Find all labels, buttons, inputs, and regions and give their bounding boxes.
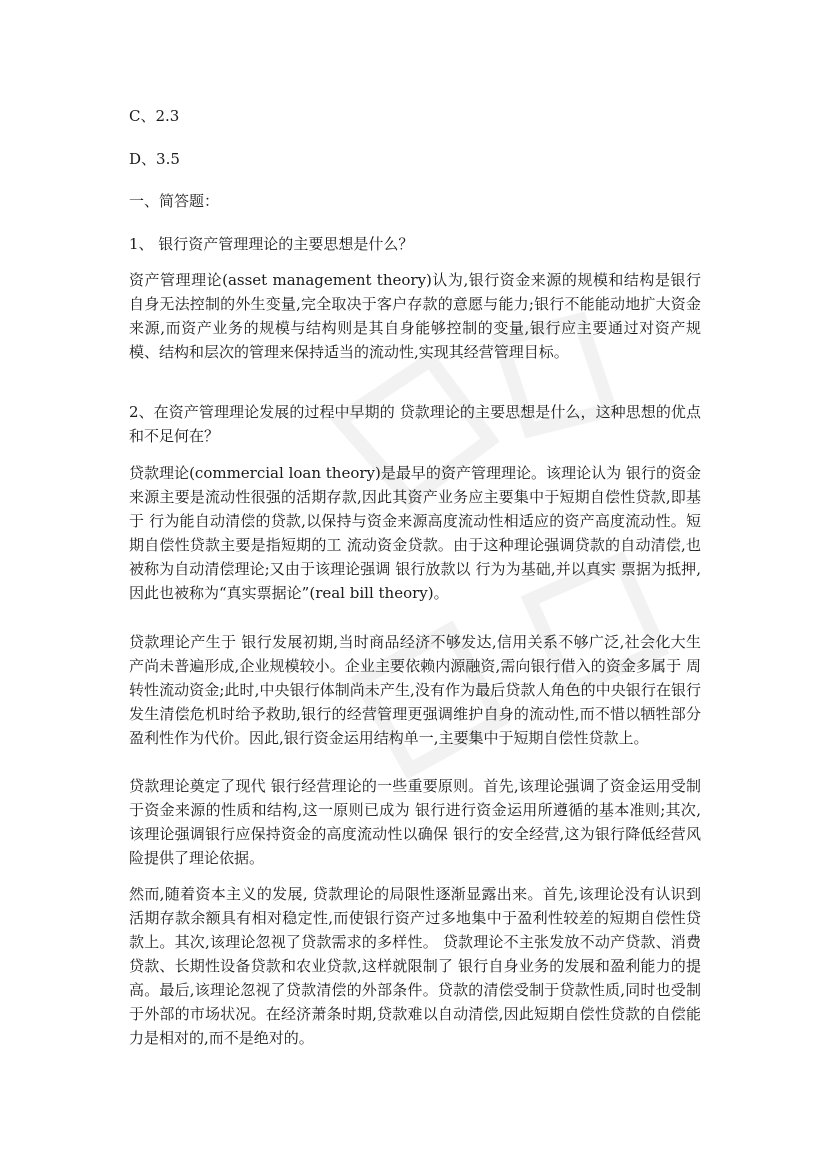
question-2-paragraph-3: 贷款理论奠定了现代 银行经营理论的一些重要原则。首先,该理论强调了资金运用受制于资金来源的性质和结构,这一原则已成为 银行进行资金运用所遵循的基本准则;其次,该理论强调银行应保持资金的高度流动性以确保 银行的安全经营,这为银行降低经营风险提供了理论依据。 xyxy=(129,777,701,867)
option-d: D、3.5 xyxy=(129,150,180,168)
question-1-answer: 资产管理理论(asset management theory)认为,银行资金来源的规模和结构是银行自身无法控制的外生变量,完全取决于客户存款的意愿与能力;银行不能能动地扩大资金来源,而资产业务的规模与结构则是其自身能够控制的变量,银行应主要通过对资产规模、结构和层次的管理来保持适当的流动性,实现其经营管理目标。 xyxy=(129,271,701,361)
section-heading: 一、简答题： xyxy=(129,192,220,210)
question-2-paragraph-1: 贷款理论(commercial loan theory)是最早的资产管理理论。该理论认为 银行的资金来源主要是流动性很强的活期存款,因此其资产业务应主要集中于短期自偿性贷款,即基于 行为能自动清偿的贷款,以保持与资金来源高度流动性相适应的资产高度流动性。短期自偿性贷款主要是指短期的工 流动资金贷款。由于这种理论强调贷款的自动清偿,也被称为自动清偿理论;又由于该理论强调 银行放款以 行为为基础,并以真实 票据为抵押,因此也被称为“真实票据论”(real bill theory)。 xyxy=(129,464,701,602)
option-c: C、2.3 xyxy=(129,107,180,125)
question-1-title: 1、 银行资产管理理论的主要思想是什么？ xyxy=(129,235,414,253)
question-2-title: 2、在资产管理理论发展的过程中早期的 贷款理论的主要思想是什么，这种思想的优点和不足何在？ xyxy=(129,403,701,445)
question-2-paragraph-2: 贷款理论产生于 银行发展初期,当时商品经济不够发达,信用关系不够广泛,社会化大生产尚未普遍形成,企业规模较小。企业主要依赖内源融资,需向银行借入的资金多属于 周转性流动资金;此时,中央银行体制尚未产生,没有作为最后贷款人角色的中央银行在银行发生清偿危机时给予救助,银行的经营管理更强调维护自身的流动性,而不惜以牺牲部分盈利性作为代价。因此,银行资金运用结构单一,主要集中于短期自偿性贷款上。 xyxy=(129,633,701,747)
question-2-paragraph-4: 然而,随着资本主义的发展, 贷款理论的局限性逐渐显露出来。首先,该理论没有认识到活期存款余额具有相对稳定性,而使银行资产过多地集中于盈利性较差的短期自偿性贷款上。其次,该理论忽视了贷款需求的多样性。 贷款理论不主张发放不动产贷款、消费贷款、长期性设备贷款和农业贷款,这样就限制了 银行自身业务的发展和盈利能力的提高。最后,该理论忽视了贷款清偿的外部条件。贷款的清偿受制于贷款性质,同时也受制于外部的市场状况。在经济萧条时期,贷款难以自动清偿,因此短期自偿性贷款的自偿能力是相对的,而不是绝对的。 xyxy=(129,885,701,1047)
